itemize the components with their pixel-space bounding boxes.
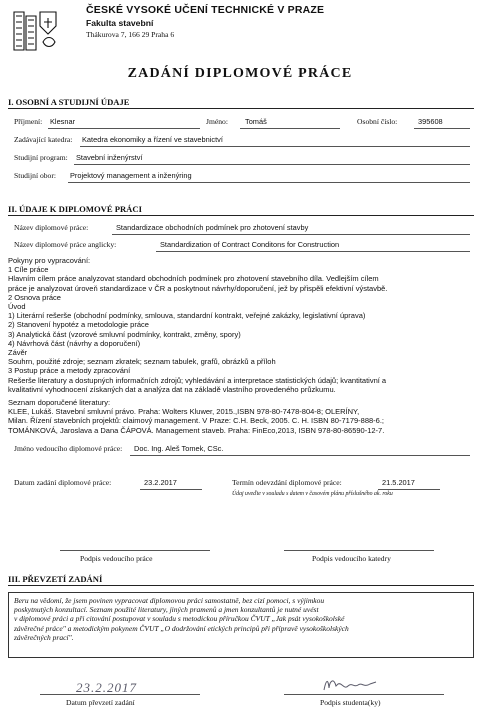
program-line — [74, 164, 470, 165]
surname-label: Příjmení: — [14, 117, 43, 126]
cvut-logo — [10, 6, 60, 56]
literature-line: Seznam doporučené literatury: — [8, 398, 111, 407]
section-2-heading: II. ÚDAJE K DIPLOMOVÉ PRÁCI — [8, 204, 142, 214]
student-id-label: Osobní číslo: — [357, 117, 398, 126]
thesis-name-value: Standardizace obchodních podmínek pro zhotovení stavby — [116, 223, 309, 232]
thesis-name-en-value: Standardization of Contract Conditons for Construction — [160, 240, 340, 249]
instructions-line: Rešerše literatury a dostupných informačních zdrojů; vyhledávání a interpretace statistických údajů; kvantitativní a — [8, 375, 387, 385]
thesis-name-en-line — [156, 251, 470, 252]
name-line — [240, 128, 340, 129]
instructions-line: Závěr — [8, 348, 28, 358]
supervisor-value: Doc. Ing. Aleš Tomek, CSc. — [134, 444, 224, 453]
instructions-line: 2) Stanovení hypotéz a metodologie práce — [8, 320, 149, 330]
statement-line: v diplomové práci a při citování postupovat v souladu s metodickou příručkou ČVUT „Jak psát vysokoškolské — [14, 614, 345, 624]
instructions-line: Pokyny pro vypracování: — [8, 256, 91, 265]
department-label: Zadávající katedra: — [14, 135, 73, 144]
literature-line: KLEE, Lukáš. Stavební smluvní právo. Praha: Wolters Kluwer, 2015.,ISBN 978-80-7478-804-8; OLERÍNY, — [8, 407, 360, 417]
literature-block — [8, 398, 470, 435]
instructions-line: 3) Analytická část (vzorové smluvní podmínky, kontrakt, změny, spory) — [8, 329, 241, 339]
student-signature — [320, 674, 380, 696]
instructions-line: 1) Literární rešerše (obchodní podmínky, smlouva, standardní kontrakt, veřejné zakázky, legislativní úprava) — [8, 311, 366, 321]
program-value: Stavební inženýrství — [76, 153, 143, 162]
statement-line: poskytnutých konzultací. Seznam použité literatury, jiných pramenů a jmen konzultantů je nutné uvést — [14, 605, 319, 615]
statement-text — [14, 596, 466, 642]
document-title: ZADÁNÍ DIPLOMOVÉ PRÁCE — [127, 66, 353, 81]
instructions-line: 3 Postup práce a metody zpracování — [8, 366, 131, 376]
name-label: Jméno: — [206, 117, 228, 126]
deadline-value: 21.5.2017 — [382, 478, 415, 487]
field-label: Studijní obor: — [14, 171, 56, 180]
university-name: ČESKÉ VYSOKÉ UČENÍ TECHNICKÉ V PRAZE — [86, 4, 325, 16]
statement-line: Beru na vědomí, že jsem povinen vypracovat diplomovou práci samostatně, bez cizí pomoci, s výjimkou — [14, 596, 325, 605]
surname-value: Klesnar — [50, 117, 76, 126]
instructions-line: Souhrn, použité zdroje; seznam zkratek; seznam tabulek, grafů, obrázků a příloh — [8, 357, 276, 367]
instructions-line: kvalitativní vyhodnocení získaných dat a analýza dat na základě vlastního provedeného průzkumu. — [8, 384, 336, 394]
department-line — [80, 146, 470, 147]
thesis-name-line — [112, 234, 470, 235]
field-value: Projektový management a inženýring — [70, 171, 192, 180]
instructions-line: 2 Osnova práce — [8, 292, 61, 302]
student-signature-label: Podpis studenta(ky) — [320, 698, 381, 707]
thesis-name-en-label: Název diplomové práce anglicky: — [14, 240, 117, 249]
instructions-block — [8, 256, 470, 394]
statement-line: závěrečné práce" a metodickým pokynem ČVUT „O dodržování etických principů při přípravě vysokoškolských — [14, 623, 349, 633]
department-value: Katedra ekonomiky a řízení ve stavebnictví — [82, 135, 223, 144]
section-3-divider — [8, 585, 474, 586]
assigned-date-line — [140, 489, 202, 490]
receipt-date-label: Datum převzetí zadání — [66, 698, 135, 707]
student-id-line — [414, 128, 470, 129]
student-id-value: 395608 — [418, 117, 443, 126]
deadline-line — [378, 489, 440, 490]
instructions-line: 4) Návrhová část (návrhy a doporučení) — [8, 338, 141, 348]
instructions-line: Hlavním cílem práce analyzovat standard obchodních podmínek pro zhotovení stavebního díla. Vedlejším cílem — [8, 274, 379, 284]
section-1-divider — [8, 108, 474, 109]
name-value: Tomáš — [245, 117, 267, 126]
section-3-heading: III. PŘEVZETÍ ZADÁNÍ — [8, 574, 103, 584]
supervisor-signature-line — [60, 550, 210, 551]
instructions-line: práce je analyzovat úroveň standardizace v ČR a poskytnout návrhy/doporučení, jež by přispěli efektivní výstavbě. — [8, 283, 388, 293]
thesis-name-label: Název diplomové práce: — [14, 223, 89, 232]
literature-line: Milan. Řízení stavebních projektů: claimový management. V Praze: C.H. Beck, 2005. C. H. ISBN 80-7179-888-6.; — [8, 416, 385, 426]
section-2-divider — [8, 215, 474, 216]
instructions-line: Úvod — [8, 302, 26, 312]
faculty-address: Thákurova 7, 166 29 Praha 6 — [86, 30, 175, 39]
surname-line — [48, 128, 200, 129]
supervisor-signature-label: Podpis vedoucího práce — [80, 554, 153, 563]
head-signature-label: Podpis vedoucího katedry — [312, 554, 391, 563]
head-signature-line — [284, 550, 434, 551]
instructions-line: 1 Cíle práce — [8, 265, 49, 275]
section-1-heading: I. OSOBNÍ A STUDIJNÍ ÚDAJE — [8, 97, 130, 107]
deadline-note: Údaj uveďte v souladu s datem v časovém plánu příslušného ak. roku — [232, 491, 393, 497]
student-signature-line — [284, 694, 444, 695]
supervisor-line — [130, 455, 470, 456]
receipt-date-line — [40, 694, 200, 695]
faculty-name: Fakulta stavební — [86, 18, 154, 28]
handwritten-date: 23.2.2017 — [76, 680, 137, 695]
literature-line: TOMÁNKOVÁ, Jaroslava a Dana ČÁPOVÁ. Management staveb. Praha: FinEco,2013, ISBN 978-80-86590-12-7. — [8, 425, 385, 435]
assigned-date-label: Datum zadání diplomové práce: — [14, 478, 112, 487]
field-line — [68, 182, 470, 183]
assigned-date-value: 23.2.2017 — [144, 478, 177, 487]
supervisor-label: Jméno vedoucího diplomové práce: — [14, 444, 123, 453]
statement-line: závěrečných prací". — [14, 632, 74, 642]
program-label: Studijní program: — [14, 153, 68, 162]
deadline-label: Termín odevzdání diplomové práce: — [232, 478, 342, 487]
